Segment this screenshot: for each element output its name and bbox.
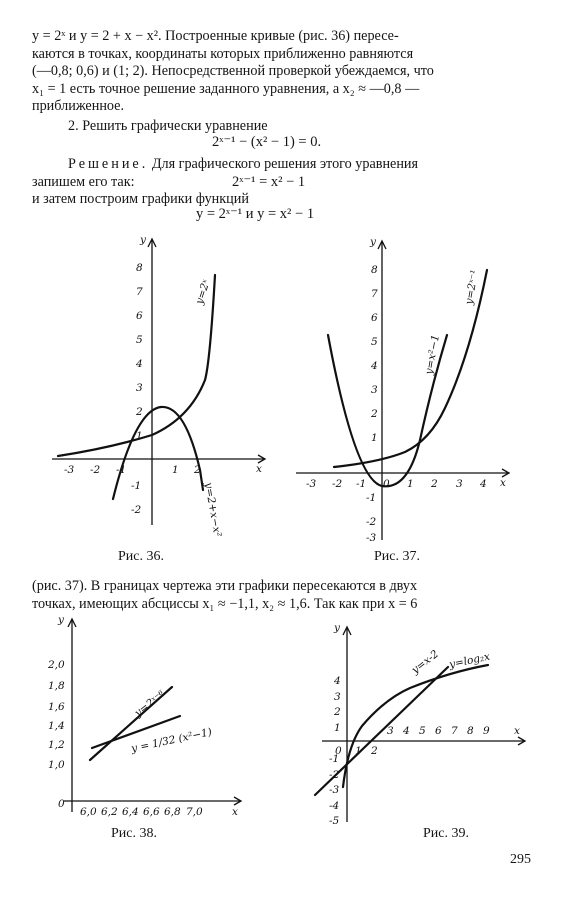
text-line: каются в точках, координаты которых приближенно равняются (32, 45, 414, 62)
caption-fig38: Рис. 38. (111, 826, 157, 841)
fig36-tick-y: 2 (136, 406, 143, 418)
fig36-label-exp: y=2ˣ (193, 278, 213, 306)
fig39-tick-y: -4 (329, 800, 340, 812)
text-line: y = 2ˣ и y = 2 + x − x². Построенные кривые (рис. 36) пересе- (32, 28, 399, 44)
fig38-tick-y: 2,0 (48, 659, 65, 671)
fig36-tick-x: -3 (64, 464, 75, 476)
fig37-tick-y: -1 (366, 492, 377, 504)
fig37-tick-y: -2 (366, 516, 377, 528)
fig37-tick-x: 2 (431, 478, 438, 490)
caption-fig39: Рис. 39. (423, 826, 469, 841)
page-number: 295 (510, 852, 531, 867)
solution-rest: Для графического решения этого уравнения (148, 156, 419, 172)
fig37-tick-x: 4 (480, 478, 487, 490)
fig37-tick-y: 7 (371, 288, 378, 300)
fig39-x-label: x (514, 725, 520, 737)
fig39-tick-y: -5 (329, 815, 340, 827)
fig37-label-parabola: y=x²−1 (423, 333, 442, 376)
fig38-tick-y: 0 (58, 798, 65, 810)
fig39-tick-y: 4 (334, 675, 341, 687)
fig39-tick-y: -2 (329, 769, 340, 781)
fig39-tick-x: 2 (371, 745, 378, 757)
fig38-tick-x: 6,8 (164, 806, 181, 818)
fig39-tick-x: 0 (335, 745, 342, 757)
caption-fig37: Рис. 37. (374, 549, 420, 564)
fig38-y-label: y (58, 614, 64, 626)
fig39-label-line: y=x-2 (409, 648, 442, 677)
task-heading: 2. Решить графически уравнение (68, 118, 268, 134)
fig37-tick-y: 2 (371, 408, 378, 420)
fig38-tick-y: 1,8 (48, 680, 65, 692)
fig36-tick-y: 5 (136, 334, 143, 346)
fig38-tick-x: 7,0 (186, 806, 203, 818)
fig36-tick-y: 3 (136, 382, 143, 394)
equation-3: y = 2ˣ⁻¹ и y = x² − 1 (196, 206, 315, 222)
text-line: точках, имеющих абсциссы x₁ ≈ −1,1, x₂ ≈ 1,6. Так как при x = 6 (32, 595, 418, 612)
fig38-tick-x: 6,0 (80, 806, 97, 818)
fig39-tick-y: 3 (334, 691, 341, 703)
fig38-tick-y: 1,0 (48, 759, 65, 771)
fig36-curve-parabola (113, 407, 203, 499)
caption-fig36: Рис. 36. (118, 549, 164, 564)
text-line: и затем построим графики функций (32, 191, 249, 207)
fig39-tick-x: 4 (403, 725, 410, 737)
fig36-x-label: x (256, 463, 262, 475)
text-line: (рис. 37). В границах чертежа эти графики пересекаются в двух (32, 578, 418, 594)
fig36-tick-y: -2 (131, 504, 142, 516)
text-line: x₁ = 1 есть точное решение заданного уравнения, а x₂ ≈ —0,8 — (32, 80, 420, 97)
equation-1: 2ˣ⁻¹ − (x² − 1) = 0. (212, 134, 322, 150)
fig37-tick-y: 3 (371, 384, 378, 396)
text-line: запишем его так: (32, 173, 135, 190)
fig38-tick-y: 1,2 (48, 739, 65, 751)
fig39-tick-x: 6 (435, 725, 442, 737)
fig37-tick-x: 0 (383, 478, 390, 490)
fig36-tick-y: 4 (136, 358, 143, 370)
fig36-label-parabola: y=2+x−x² (202, 481, 224, 538)
fig37-tick-y: 5 (371, 336, 378, 348)
fig37-tick-y: 8 (371, 264, 378, 276)
fig36-tick-y: -1 (131, 480, 142, 492)
fig36-tick-x: 2 (194, 464, 201, 476)
fig36-tick-x: 1 (172, 464, 179, 476)
fig39-tick-x: 9 (483, 725, 490, 737)
figure-36 (52, 234, 265, 538)
text-line: приближенное. (32, 98, 125, 115)
fig38-label-parabola: y = 1/32 (x²−1) (130, 726, 213, 755)
fig38-x-label: x (232, 806, 238, 818)
fig37-y-label: y (370, 236, 376, 248)
fig36-tick-x: -2 (90, 464, 101, 476)
equation-2: 2ˣ⁻¹ = x² − 1 (232, 174, 306, 190)
fig38-tick-x: 6,2 (101, 806, 118, 818)
fig39-tick-y: 2 (334, 706, 341, 718)
fig37-tick-x: 1 (407, 478, 414, 490)
fig39-tick-x: 5 (419, 725, 426, 737)
fig37-tick-x: -3 (306, 478, 317, 490)
fig36-tick-x: -1 (116, 464, 127, 476)
figure-39 (315, 622, 525, 827)
fig36-tick-y: 7 (136, 286, 143, 298)
text-line: (—0,8; 0,6) и (1; 2). Непосредственной проверкой убеждаемся, что (32, 63, 434, 80)
fig38-tick-x: 6,6 (143, 806, 160, 818)
fig38-label-exp: y=2ˣ⁻⁶ (132, 688, 168, 720)
figure-37 (296, 236, 509, 544)
fig37-tick-y: 6 (371, 312, 378, 324)
fig39-tick-x: 7 (451, 725, 458, 737)
fig38-tick-y: 1,6 (48, 701, 65, 713)
figure-38 (47, 614, 241, 818)
fig38-tick-y: 1,4 (48, 720, 65, 732)
fig39-y-label: y (334, 622, 340, 634)
fig37-label-exp: y=2ˣ⁻¹ (463, 269, 482, 306)
fig36-tick-y: 8 (136, 262, 143, 274)
fig36-y-label: y (140, 234, 146, 246)
solution-word: Решение. (68, 156, 149, 172)
fig37-x-label: x (500, 477, 506, 489)
fig37-tick-x: -2 (332, 478, 343, 490)
fig39-tick-y: -3 (329, 784, 340, 796)
fig38-tick-x: 6,4 (122, 806, 139, 818)
fig37-tick-y: -3 (366, 532, 377, 544)
fig39-tick-y: 1 (334, 722, 341, 734)
fig39-tick-y: -1 (329, 753, 340, 765)
fig39-tick-x: 1 (355, 745, 362, 757)
fig37-tick-x: -1 (356, 478, 367, 490)
fig39-tick-x: 8 (467, 725, 474, 737)
fig36-tick-y: 6 (136, 310, 143, 322)
fig37-tick-x: 3 (456, 478, 463, 490)
fig39-label-log: y=log₂x (448, 650, 491, 671)
fig37-tick-y: 4 (371, 360, 378, 372)
fig37-tick-y: 1 (371, 432, 378, 444)
fig39-tick-x: 3 (387, 725, 394, 737)
fig36-tick-y: 1 (136, 430, 143, 442)
